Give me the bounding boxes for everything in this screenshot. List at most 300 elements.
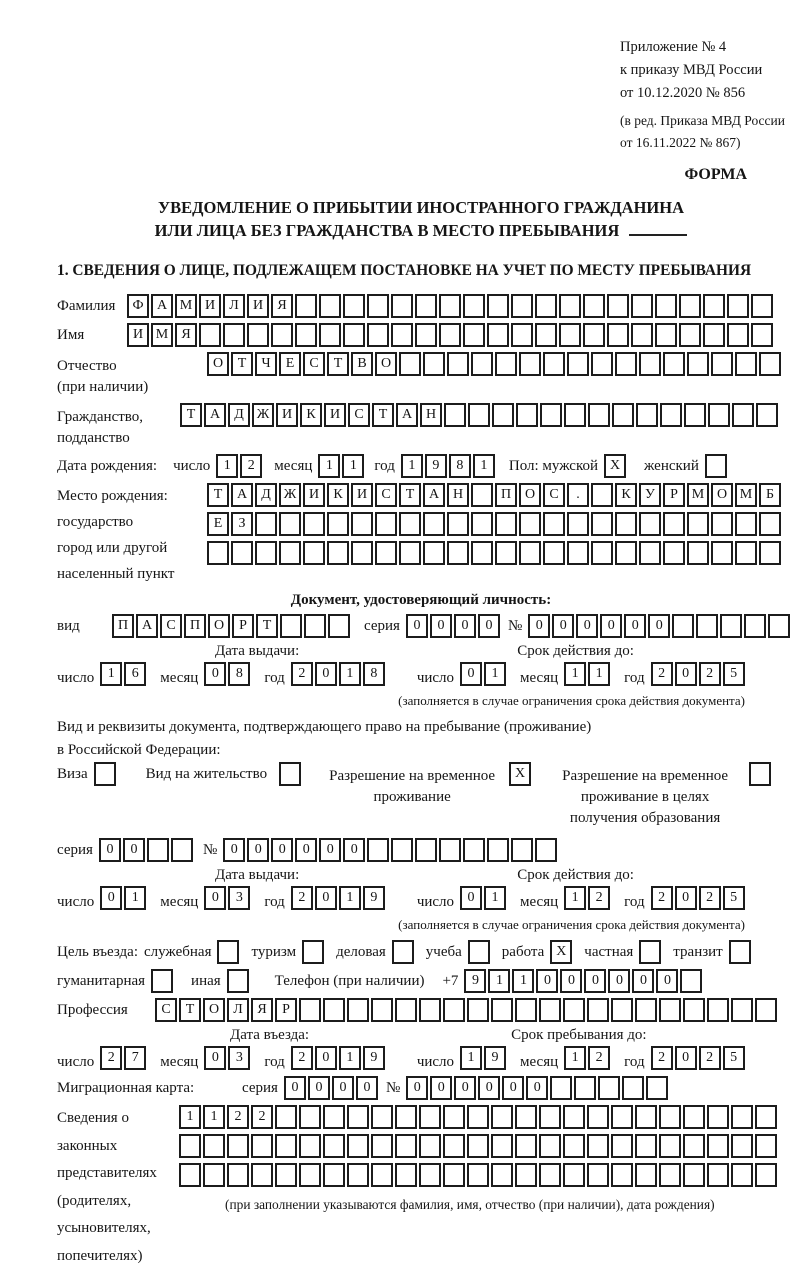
char-cell: А — [151, 294, 173, 318]
char-cell: 0 — [624, 614, 646, 638]
char-cell — [731, 998, 753, 1022]
char-cell: 9 — [484, 1046, 506, 1070]
char-cell — [399, 352, 421, 376]
purpose-business-checkbox — [392, 940, 416, 964]
char-cell — [563, 1134, 585, 1158]
char-cell: 2 — [291, 886, 313, 910]
migration-series-cells — [284, 1076, 380, 1100]
char-cell — [659, 998, 681, 1022]
entry-dates-headings — [57, 1027, 785, 1044]
char-cell — [444, 403, 466, 427]
char-cell: А — [204, 403, 226, 427]
char-cell — [255, 512, 277, 536]
char-cell — [759, 541, 781, 565]
birth-day-cells — [216, 454, 264, 478]
char-cell: Л — [227, 998, 249, 1022]
char-cell — [328, 614, 350, 638]
identity-valid-heading: Срок действия до: — [517, 643, 634, 659]
char-cell — [515, 1163, 537, 1187]
char-cell: И — [199, 294, 221, 318]
char-cell — [696, 614, 718, 638]
char-cell: О — [375, 352, 397, 376]
char-cell: 1 — [473, 454, 495, 478]
char-cell — [347, 1134, 369, 1158]
char-cell — [419, 1163, 441, 1187]
char-cell — [703, 323, 725, 347]
char-cell: З — [231, 512, 253, 536]
char-cell — [299, 1105, 321, 1129]
citizenship-cells — [180, 403, 780, 427]
char-cell: 2 — [651, 662, 673, 686]
char-cell: 0 — [584, 969, 606, 993]
char-cell — [495, 352, 517, 376]
char-cell — [732, 403, 754, 427]
identity-number-cells — [528, 614, 792, 638]
char-cell: С — [543, 483, 565, 507]
char-cell: 1 — [318, 454, 340, 478]
char-cell — [439, 323, 461, 347]
residence-series-cells — [99, 838, 195, 862]
char-cell — [511, 323, 533, 347]
residence-issue-date: число 0 1 месяц 0 3 год 2 0 1 9 — [57, 886, 387, 911]
char-cell: 2 — [588, 886, 610, 910]
char-cell — [588, 403, 610, 427]
valid-year-cells — [651, 662, 747, 687]
char-cell: 9 — [363, 1046, 385, 1070]
char-cell: П — [495, 483, 517, 507]
char-cell — [731, 1134, 753, 1158]
char-cell — [563, 1163, 585, 1187]
char-cell — [684, 403, 706, 427]
purpose-option-label: учеба — [425, 944, 462, 960]
char-cell — [367, 323, 389, 347]
char-cell: 0 — [315, 1046, 337, 1070]
char-cell — [391, 323, 413, 347]
char-cell: 1 — [460, 1046, 482, 1070]
char-cell: Н — [447, 483, 469, 507]
char-cell: Ж — [279, 483, 301, 507]
given-name-cells — [127, 323, 775, 347]
sex-female-label: женский — [644, 458, 699, 474]
appendix-line: от 10.12.2020 № 856 — [620, 85, 746, 101]
purpose-official-checkbox — [217, 940, 241, 964]
char-cell — [611, 1163, 633, 1187]
char-cell — [227, 969, 249, 993]
char-cell — [567, 541, 589, 565]
char-cell — [519, 512, 541, 536]
char-cell: 0 — [675, 662, 697, 686]
char-cell: Т — [231, 352, 253, 376]
char-cell — [680, 969, 702, 993]
char-cell — [303, 512, 325, 536]
legal-representatives-rows — [179, 1105, 779, 1213]
migration-number-label: № — [385, 1080, 401, 1096]
char-cell: М — [151, 323, 173, 347]
char-cell — [395, 1163, 417, 1187]
purpose-option-label: деловая — [336, 944, 386, 960]
char-cell: 0 — [284, 1076, 306, 1100]
char-cell — [468, 940, 490, 964]
char-cell: И — [324, 403, 346, 427]
char-cell: С — [155, 998, 177, 1022]
char-cell: 0 — [247, 838, 269, 862]
char-cell — [615, 352, 637, 376]
char-cell — [567, 512, 589, 536]
char-cell — [635, 1105, 657, 1129]
char-cell: С — [375, 483, 397, 507]
identity-dates-headings — [57, 643, 785, 660]
char-cell: И — [247, 294, 269, 318]
char-cell — [439, 294, 461, 318]
char-cell — [768, 614, 790, 638]
char-cell — [511, 294, 533, 318]
char-cell — [707, 1134, 729, 1158]
char-cell: Т — [372, 403, 394, 427]
char-cell — [304, 614, 326, 638]
char-cell: 0 — [406, 614, 428, 638]
surname-row — [57, 294, 785, 318]
purpose-study-checkbox — [468, 940, 492, 964]
stay-day-cells — [460, 1046, 508, 1071]
char-cell: 8 — [228, 662, 250, 686]
char-cell: 0 — [271, 838, 293, 862]
char-cell — [635, 1163, 657, 1187]
char-cell — [94, 762, 116, 786]
char-cell — [683, 1134, 705, 1158]
char-cell — [707, 1163, 729, 1187]
purpose-option-label: туризм — [251, 944, 297, 960]
char-cell — [591, 512, 613, 536]
identity-series-label: серия — [364, 618, 400, 634]
char-cell — [516, 403, 538, 427]
char-cell: О — [208, 614, 230, 638]
form-label: ФОРМА — [684, 166, 747, 183]
char-cell: Ф — [127, 294, 149, 318]
char-cell — [323, 1105, 345, 1129]
legal-representatives-label: Сведения о законных представителях (родителях, усыновителях, попечителях) — [57, 1110, 157, 1264]
citizenship-row — [57, 403, 785, 449]
char-cell: А — [231, 483, 253, 507]
char-cell: 0 — [204, 1046, 226, 1070]
char-cell — [367, 838, 389, 862]
char-cell: С — [348, 403, 370, 427]
char-cell — [247, 323, 269, 347]
char-cell: Я — [271, 294, 293, 318]
char-cell — [663, 352, 685, 376]
char-cell — [535, 323, 557, 347]
char-cell — [711, 352, 733, 376]
char-cell — [607, 294, 629, 318]
char-cell — [543, 541, 565, 565]
char-cell — [567, 352, 589, 376]
visa-checkbox — [94, 762, 118, 786]
char-cell — [399, 541, 421, 565]
char-cell — [443, 998, 465, 1022]
char-cell — [347, 1163, 369, 1187]
char-cell: 1 — [216, 454, 238, 478]
char-cell — [655, 323, 677, 347]
char-cell: 0 — [332, 1076, 354, 1100]
valid-month-cells — [564, 662, 612, 687]
char-cell: 2 — [588, 1046, 610, 1070]
char-cell: О — [711, 483, 733, 507]
char-cell — [622, 1076, 644, 1100]
char-cell: 1 — [564, 886, 586, 910]
char-cell — [447, 352, 469, 376]
char-cell: Ж — [252, 403, 274, 427]
char-cell: 0 — [502, 1076, 524, 1100]
birth-day-label: число — [173, 458, 211, 474]
char-cell — [751, 294, 773, 318]
migration-number-cells — [406, 1076, 670, 1100]
char-cell: 2 — [651, 1046, 673, 1070]
char-cell — [535, 294, 557, 318]
revision-line: (в ред. Приказа МВД России — [620, 113, 785, 128]
identity-issue-heading: Дата выдачи: — [215, 643, 300, 659]
char-cell — [539, 1134, 561, 1158]
char-cell: П — [112, 614, 134, 638]
char-cell: 8 — [449, 454, 471, 478]
residence-number-cells — [223, 838, 559, 862]
char-cell — [275, 1105, 297, 1129]
char-cell — [179, 1163, 201, 1187]
char-cell — [659, 1134, 681, 1158]
char-cell — [443, 1134, 465, 1158]
char-cell: 2 — [291, 1046, 313, 1070]
char-cell: 3 — [228, 886, 250, 910]
char-cell: 2 — [291, 662, 313, 686]
char-cell — [720, 614, 742, 638]
char-cell — [171, 838, 193, 862]
birth-month-label: месяц — [274, 458, 313, 474]
char-cell — [491, 1105, 513, 1129]
residence-doc-series-row — [57, 838, 785, 862]
char-cell — [707, 1105, 729, 1129]
purpose-option-label: работа — [501, 944, 545, 960]
char-cell: 2 — [100, 1046, 122, 1070]
char-cell: Р — [663, 483, 685, 507]
birth-year-label: год — [374, 458, 395, 474]
char-cell — [598, 1076, 620, 1100]
char-cell — [660, 403, 682, 427]
char-cell — [711, 541, 733, 565]
section1-heading: 1. СВЕДЕНИЯ О ЛИЦЕ, ПОДЛЕЖАЩЕМ ПОСТАНОВКЕ НА УЧЕТ ПО МЕСТУ ПРЕБЫВАНИЯ — [57, 262, 752, 279]
char-cell: А — [396, 403, 418, 427]
char-cell: И — [276, 403, 298, 427]
birth-date-row — [57, 454, 785, 478]
char-cell — [564, 403, 586, 427]
char-cell — [679, 294, 701, 318]
char-cell — [515, 998, 537, 1022]
char-cell — [203, 1163, 225, 1187]
char-cell — [423, 352, 445, 376]
phone-prefix: +7 — [442, 973, 459, 989]
char-cell — [375, 541, 397, 565]
residence-validity-note: (заполняется в случае ограничения срока действия документа) — [398, 917, 745, 932]
char-cell — [151, 969, 173, 993]
char-cell — [515, 1134, 537, 1158]
char-cell: 1 — [564, 1046, 586, 1070]
char-cell — [323, 1134, 345, 1158]
char-cell — [611, 1105, 633, 1129]
char-cell: 0 — [560, 969, 582, 993]
char-cell — [543, 512, 565, 536]
char-cell — [395, 1134, 417, 1158]
char-cell — [495, 541, 517, 565]
char-cell — [463, 838, 485, 862]
sex-male-checkbox — [604, 454, 628, 478]
char-cell: 1 — [124, 886, 146, 910]
entry-year-cells — [291, 1046, 387, 1071]
char-cell: Т — [256, 614, 278, 638]
char-cell — [471, 483, 493, 507]
purpose-label: Цель въезда: — [57, 944, 138, 960]
char-cell: 6 — [124, 662, 146, 686]
char-cell: 0 — [454, 614, 476, 638]
char-cell — [319, 294, 341, 318]
edu-permit-label: Разрешение на временное проживание в целях получения образования — [562, 768, 729, 826]
char-cell — [731, 1163, 753, 1187]
residence-valid-heading: Срок действия до: — [517, 867, 634, 883]
char-cell: 0 — [460, 886, 482, 910]
char-cell: 1 — [339, 662, 361, 686]
char-cell — [535, 838, 557, 862]
char-cell: Т — [180, 403, 202, 427]
char-cell: X — [550, 940, 572, 964]
char-cell: 5 — [723, 886, 745, 910]
char-cell: 2 — [251, 1105, 273, 1129]
char-cell: 0 — [308, 1076, 330, 1100]
char-cell: 0 — [315, 886, 337, 910]
char-cell — [635, 998, 657, 1022]
char-cell — [423, 512, 445, 536]
legal-representatives-row-1 — [179, 1105, 779, 1129]
char-cell: 0 — [343, 838, 365, 862]
char-cell — [735, 512, 757, 536]
entry-month-cells — [204, 1046, 252, 1071]
char-cell — [727, 323, 749, 347]
char-cell — [275, 1163, 297, 1187]
char-cell — [759, 512, 781, 536]
char-cell — [217, 940, 239, 964]
char-cell — [587, 998, 609, 1022]
temp-permit-checkbox — [509, 762, 533, 786]
char-cell — [299, 998, 321, 1022]
char-cell: 1 — [203, 1105, 225, 1129]
char-cell — [663, 512, 685, 536]
char-cell — [759, 352, 781, 376]
char-cell — [515, 1105, 537, 1129]
char-cell: Т — [207, 483, 229, 507]
stay-month-cells — [564, 1046, 612, 1071]
char-cell: Н — [420, 403, 442, 427]
char-cell — [755, 1134, 777, 1158]
char-cell: 0 — [675, 1046, 697, 1070]
identity-validity-note: (заполняется в случае ограничения срока действия документа) — [398, 693, 745, 708]
char-cell: 2 — [699, 886, 721, 910]
residence-valid-date: число 0 1 месяц 1 2 год 2 0 2 5 — [417, 886, 747, 911]
purpose-second-line-row — [57, 969, 785, 993]
char-cell — [591, 541, 613, 565]
char-cell: О — [203, 998, 225, 1022]
char-cell: К — [327, 483, 349, 507]
char-cell — [179, 1134, 201, 1158]
char-cell — [487, 838, 509, 862]
char-cell — [631, 294, 653, 318]
identity-kind-label: вид — [57, 618, 80, 634]
char-cell — [323, 1163, 345, 1187]
char-cell — [687, 512, 709, 536]
char-cell: П — [184, 614, 206, 638]
char-cell — [540, 403, 562, 427]
issue-year-cells — [291, 662, 387, 687]
char-cell: Е — [207, 512, 229, 536]
char-cell: Р — [275, 998, 297, 1022]
char-cell — [467, 1163, 489, 1187]
char-cell — [227, 1134, 249, 1158]
residence-permit-checkbox — [279, 762, 303, 786]
char-cell: 0 — [460, 662, 482, 686]
residence-number-label: № — [202, 842, 218, 858]
char-cell: 1 — [401, 454, 423, 478]
residence-valid-month-cells — [564, 886, 612, 911]
char-cell: К — [615, 483, 637, 507]
char-cell: 0 — [536, 969, 558, 993]
char-cell — [708, 403, 730, 427]
char-cell: 2 — [240, 454, 262, 478]
purpose-humanitarian-checkbox — [151, 969, 175, 993]
char-cell: 9 — [363, 886, 385, 910]
char-cell: X — [604, 454, 626, 478]
char-cell — [347, 998, 369, 1022]
char-cell — [659, 1105, 681, 1129]
birth-place-block — [57, 483, 785, 587]
char-cell — [303, 541, 325, 565]
char-cell — [727, 294, 749, 318]
identity-kind-cells — [112, 614, 352, 638]
identity-doc-row — [57, 614, 785, 638]
char-cell: Т — [399, 483, 421, 507]
char-cell — [375, 512, 397, 536]
char-cell: 2 — [699, 1046, 721, 1070]
char-cell: Л — [223, 294, 245, 318]
char-cell: 0 — [406, 1076, 428, 1100]
residence-permit-label: Вид на жительство — [145, 766, 268, 782]
char-cell — [251, 1134, 273, 1158]
char-cell — [583, 323, 605, 347]
visa-label: Виза — [57, 766, 88, 782]
char-cell — [749, 762, 771, 786]
char-cell — [711, 512, 733, 536]
char-cell: 5 — [723, 662, 745, 686]
char-cell: О — [207, 352, 229, 376]
visit-purpose-row — [57, 940, 785, 964]
purpose-option-label: транзит — [673, 944, 723, 960]
char-cell — [687, 541, 709, 565]
identity-dates-row — [57, 662, 785, 687]
char-cell: 0 — [99, 838, 121, 862]
char-cell: Я — [251, 998, 273, 1022]
birth-month-cells — [318, 454, 366, 478]
char-cell — [423, 541, 445, 565]
char-cell: 7 — [124, 1046, 146, 1070]
revision-line: от 16.11.2022 № 867) — [620, 135, 741, 150]
char-cell — [636, 403, 658, 427]
char-cell: 0 — [552, 614, 574, 638]
patronymic-label: Отчество (при наличии) — [57, 358, 149, 395]
residence-series-label: серия — [57, 842, 93, 858]
char-cell — [295, 294, 317, 318]
